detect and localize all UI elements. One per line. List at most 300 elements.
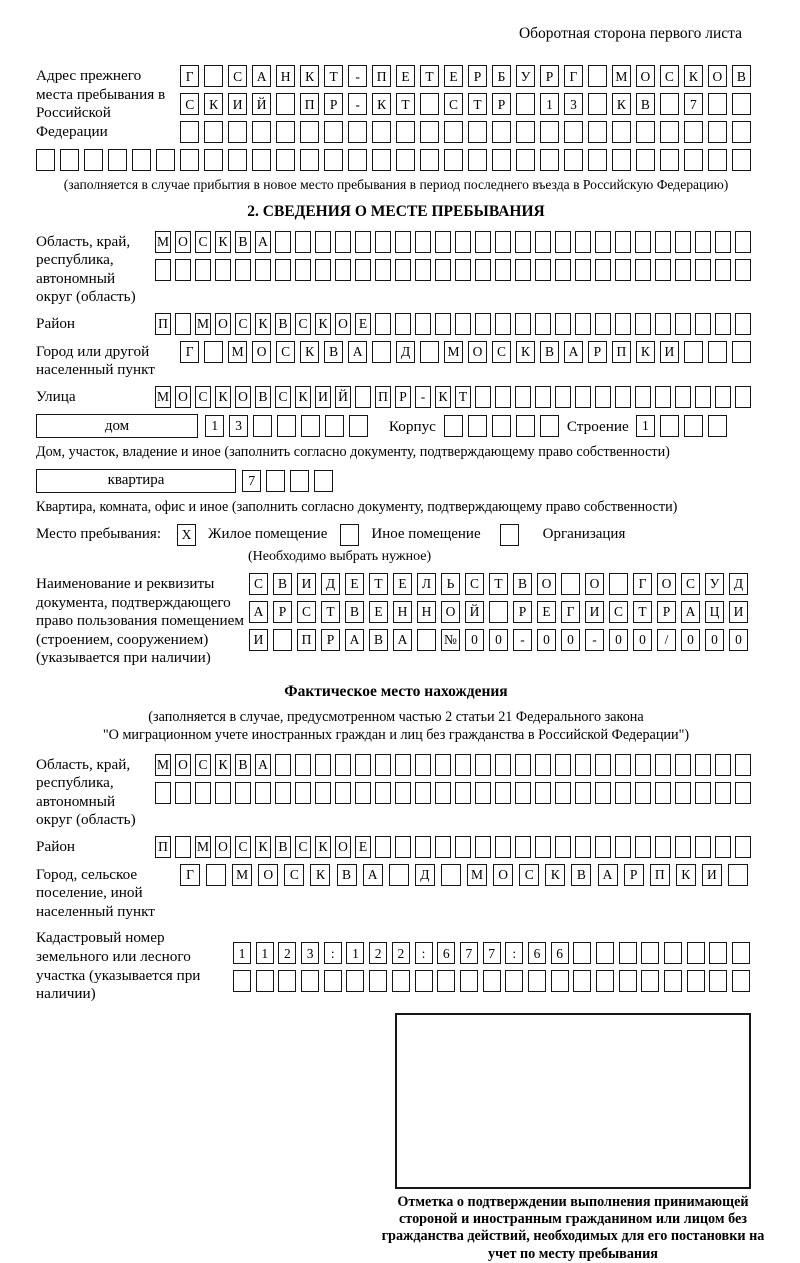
char-box: - [585,629,604,651]
char-box [277,415,296,437]
char-box [60,149,79,171]
stroenie-label: Строение [566,417,629,435]
char-box [575,782,591,804]
char-box [415,782,431,804]
char-box [564,149,583,171]
char-box [695,782,711,804]
char-box [664,970,682,992]
char-box: К [684,65,703,87]
char-box [155,782,171,804]
region-label: Область, край, республика, автономный округ (область) [36,232,136,306]
char-box: И [660,341,679,363]
char-box [551,970,569,992]
char-box: Т [489,573,508,595]
char-box: Й [252,93,271,115]
char-box: С [681,573,700,595]
char-box [732,341,751,363]
char-box [575,259,591,281]
char-box [515,754,531,776]
char-box [278,970,296,992]
char-box: И [585,601,604,623]
char-box: О [335,313,351,335]
char-box [235,782,251,804]
char-box: И [315,386,331,408]
char-box: Н [276,65,295,87]
char-box: М [612,65,631,87]
char-box [396,121,415,143]
char-box [355,386,371,408]
char-box [314,470,333,492]
confirmation-stamp-box [395,1013,751,1189]
char-box [233,970,251,992]
char-box: В [571,864,591,886]
char-box: О [468,341,487,363]
char-box [315,231,331,253]
char-box: О [215,313,231,335]
char-box: Ь [441,573,460,595]
char-box [495,836,511,858]
char-box: Р [468,65,487,87]
char-box: В [337,864,357,886]
char-box [588,93,607,115]
char-box [535,386,551,408]
char-box [495,754,511,776]
char-box: К [435,386,451,408]
char-box: С [297,601,316,623]
stay-type-note: (Необходимо выбрать нужное) [248,548,432,564]
char-box [555,836,571,858]
char-box [455,313,471,335]
district-label: Район [36,314,76,332]
doc-rows [249,573,753,651]
char-box [372,341,391,363]
char-box: Т [396,93,415,115]
char-box [732,970,750,992]
char-box: О [175,386,191,408]
char-box: С [519,864,539,886]
char-box: Г [561,601,580,623]
char-box: - [348,65,367,87]
char-box: В [275,836,291,858]
char-box [735,231,751,253]
district-field [36,313,756,335]
char-box [535,782,551,804]
section2-title: 2. СВЕДЕНИЯ О МЕСТЕ ПРЕБЫВАНИЯ [247,203,545,221]
char-box: 2 [392,942,410,964]
char-box [535,231,551,253]
char-box [415,754,431,776]
char-box [335,259,351,281]
char-box [455,754,471,776]
char-box [301,415,320,437]
char-box: С [180,93,199,115]
stamp-note: Отметка о подтверждении выполнения принимающей стороной и иностранным гражданином или лицом без гражданства действий, необходимых для его постановки на учет по месту пребывания [381,1193,765,1262]
char-box [204,121,223,143]
char-box: Е [444,65,463,87]
char-box [475,754,491,776]
char-box [444,415,463,437]
char-box [206,864,226,886]
char-box [636,149,655,171]
char-box [595,836,611,858]
char-box [516,149,535,171]
char-box [575,231,591,253]
char-box [715,386,731,408]
char-box: 0 [609,629,628,651]
char-box: К [315,313,331,335]
char-box: С [295,313,311,335]
char-box [204,65,223,87]
char-box: Г [180,864,200,886]
char-row-city [180,341,756,363]
char-box [415,836,431,858]
char-box [684,149,703,171]
char-box [228,121,247,143]
char-box [375,782,391,804]
char-box: В [636,93,655,115]
char-box [635,313,651,335]
char-box: П [372,65,391,87]
char-box [687,942,705,964]
char-box [515,259,531,281]
char-box: Г [180,65,199,87]
char-box: П [300,93,319,115]
char-box: К [255,313,271,335]
char-box [275,754,291,776]
char-box [435,259,451,281]
char-box [675,231,691,253]
char-box: С [228,65,247,87]
char-box: Й [335,386,351,408]
char-box: С [609,601,628,623]
char-box [675,259,691,281]
char-box: М [195,836,211,858]
char-box: : [505,942,523,964]
char-box [615,259,631,281]
char-row-actual-city [180,864,754,886]
char-box [588,121,607,143]
char-box [252,149,271,171]
checkbox-organization [500,524,519,546]
actual-city-field [36,864,756,922]
char-box [256,970,274,992]
char-box [475,231,491,253]
char-box: Р [492,93,511,115]
char-box: П [375,386,391,408]
char-box: 0 [633,629,652,651]
char-box: Ц [705,601,724,623]
char-row-actual-district [155,836,755,858]
char-row-actual-region-1 [155,754,755,776]
char-box [392,970,410,992]
char-box [417,629,436,651]
char-box [468,121,487,143]
char-box: Р [588,341,607,363]
char-box: И [297,573,316,595]
char-box: И [702,864,722,886]
char-box: Т [633,601,652,623]
prev-address-note: (заполняется в случае прибытия в новое место пребывания в период последнего въезда в Российскую Федерацию) [63,177,729,193]
char-box [515,313,531,335]
char-box [735,386,751,408]
char-box [595,782,611,804]
cadastre-label: Кадастровый номер земельного или лесного участка (указывается при наличии) [36,929,201,1003]
char-box [655,259,671,281]
char-box [315,754,331,776]
actual-region-rows [155,754,755,804]
char-box [675,754,691,776]
char-box: С [295,836,311,858]
char-box: О [175,754,191,776]
flat-type-box: квартира [36,469,236,493]
char-box [708,93,727,115]
street-field [36,386,756,408]
char-box [175,836,191,858]
char-box: В [345,601,364,623]
char-box [535,259,551,281]
char-box: В [255,386,271,408]
char-box: В [369,629,388,651]
actual-location-title: Фактическое место нахождения [284,682,508,700]
char-box [301,970,319,992]
char-box [515,782,531,804]
char-box [505,970,523,992]
char-box: О [537,573,556,595]
char-box: Т [369,573,388,595]
char-box: К [300,341,319,363]
char-box: 2 [369,942,387,964]
char-box [455,836,471,858]
char-box [300,121,319,143]
char-box: М [195,313,211,335]
prev-address-field [36,65,756,143]
char-box [655,313,671,335]
char-box [348,149,367,171]
char-box: А [345,629,364,651]
char-box: 1 [233,942,251,964]
char-box [555,386,571,408]
char-box: 7 [684,93,703,115]
char-box: С [492,341,511,363]
char-box [708,121,727,143]
char-box [615,754,631,776]
checkbox-other-premises [340,524,359,546]
char-box [84,149,103,171]
char-box [324,970,342,992]
char-box: В [324,341,343,363]
char-box [655,782,671,804]
char-box [315,782,331,804]
char-box [36,149,55,171]
char-box: В [540,341,559,363]
char-box [255,782,271,804]
char-box [335,231,351,253]
char-box: И [249,629,268,651]
char-box: Е [355,313,371,335]
char-box: Г [564,65,583,87]
char-box: - [348,93,367,115]
char-box [395,754,411,776]
char-box: Е [355,836,371,858]
char-box [215,259,231,281]
char-box: В [235,231,251,253]
char-box [455,782,471,804]
char-row-cadastre-1 [233,942,755,964]
char-box [489,601,508,623]
region-field [36,231,756,307]
char-box [575,836,591,858]
char-row-cadastre-2 [233,970,755,992]
char-box [348,121,367,143]
actual-note-2: "О миграционном учете иностранных граждан и лиц без гражданства в Российской Федерации") [102,726,690,743]
char-box: М [444,341,463,363]
char-row-flat [242,470,338,492]
char-box [483,970,501,992]
char-box: А [598,864,618,886]
char-box: 0 [681,629,700,651]
cadastre-field [36,927,756,1003]
char-row-actual-region-2 [155,782,755,804]
char-box [687,970,705,992]
char-box: О [175,231,191,253]
char-box [708,341,727,363]
char-box [395,313,411,335]
char-box: С [284,864,304,886]
char-box [475,782,491,804]
char-row-prev-4 [36,149,756,171]
char-box: 3 [229,415,248,437]
char-box: В [273,573,292,595]
char-box [355,782,371,804]
char-box [595,313,611,335]
char-box [675,782,691,804]
char-box [615,782,631,804]
char-box: С [465,573,484,595]
house-type-box: дом [36,414,198,438]
char-box [228,149,247,171]
char-box: О [258,864,278,886]
char-box [295,259,311,281]
char-box [441,864,461,886]
char-box [515,231,531,253]
char-box [540,149,559,171]
char-box [475,313,491,335]
char-box [684,415,703,437]
char-row-doc-2 [249,601,753,623]
char-box [535,754,551,776]
char-box [635,386,651,408]
char-box: Д [729,573,748,595]
char-box: Е [393,573,412,595]
char-box [420,121,439,143]
char-box: С [235,836,251,858]
char-box [468,415,487,437]
char-box [355,754,371,776]
char-box [475,836,491,858]
char-box [372,121,391,143]
char-box [728,864,748,886]
char-box: М [232,864,252,886]
char-box [156,149,175,171]
char-box [732,93,751,115]
char-row-region-2 [155,259,755,281]
char-box [437,970,455,992]
char-box: О [636,65,655,87]
char-box [635,836,651,858]
char-box [684,341,703,363]
actual-note-1: (заполняется в случае, предусмотренном частью 2 статьи 21 Федерального закона [148,709,644,726]
char-box [435,782,451,804]
char-box: / [657,629,676,651]
char-box: Т [324,65,343,87]
char-box [555,259,571,281]
char-box: 6 [528,942,546,964]
char-box [635,754,651,776]
flat-row [36,469,756,493]
char-box: 7 [483,942,501,964]
char-box: П [650,864,670,886]
char-box [435,836,451,858]
region-rows [155,231,755,281]
char-box [300,149,319,171]
char-box: Е [537,601,556,623]
char-box [455,259,471,281]
char-box: К [300,65,319,87]
char-box [528,970,546,992]
char-box [389,864,409,886]
char-box [395,836,411,858]
char-box: К [204,93,223,115]
char-box [215,782,231,804]
char-box [573,942,591,964]
char-box [435,754,451,776]
char-box [325,415,344,437]
char-box: П [155,313,171,335]
char-box: К [676,864,696,886]
char-box: С [444,93,463,115]
char-box: Т [420,65,439,87]
prev-address-label: Адрес прежнего места пребывания в Российской Федерации [36,67,166,141]
char-box: Е [396,65,415,87]
doc-label: Наименование и реквизиты документа, подтверждающего право пользования помещением (строением, сооружением) (указывается при наличии) [36,575,245,667]
char-box [420,341,439,363]
char-box: 0 [705,629,724,651]
char-box: А [249,601,268,623]
char-box: О [335,836,351,858]
char-box: 7 [242,470,261,492]
street-label: Улица [36,388,76,406]
city-field [36,341,756,380]
char-box: К [372,93,391,115]
char-box [635,259,651,281]
char-box: Д [415,864,435,886]
char-box [266,470,285,492]
char-box [540,121,559,143]
char-box [276,93,295,115]
char-box [664,942,682,964]
char-box: А [255,231,271,253]
char-box: - [415,386,431,408]
char-box [715,313,731,335]
char-box [395,782,411,804]
char-box: 6 [437,942,455,964]
char-box: О [493,864,513,886]
char-box [516,93,535,115]
char-box: 0 [561,629,580,651]
char-box [515,386,531,408]
char-box: - [513,629,532,651]
char-box: 0 [729,629,748,651]
